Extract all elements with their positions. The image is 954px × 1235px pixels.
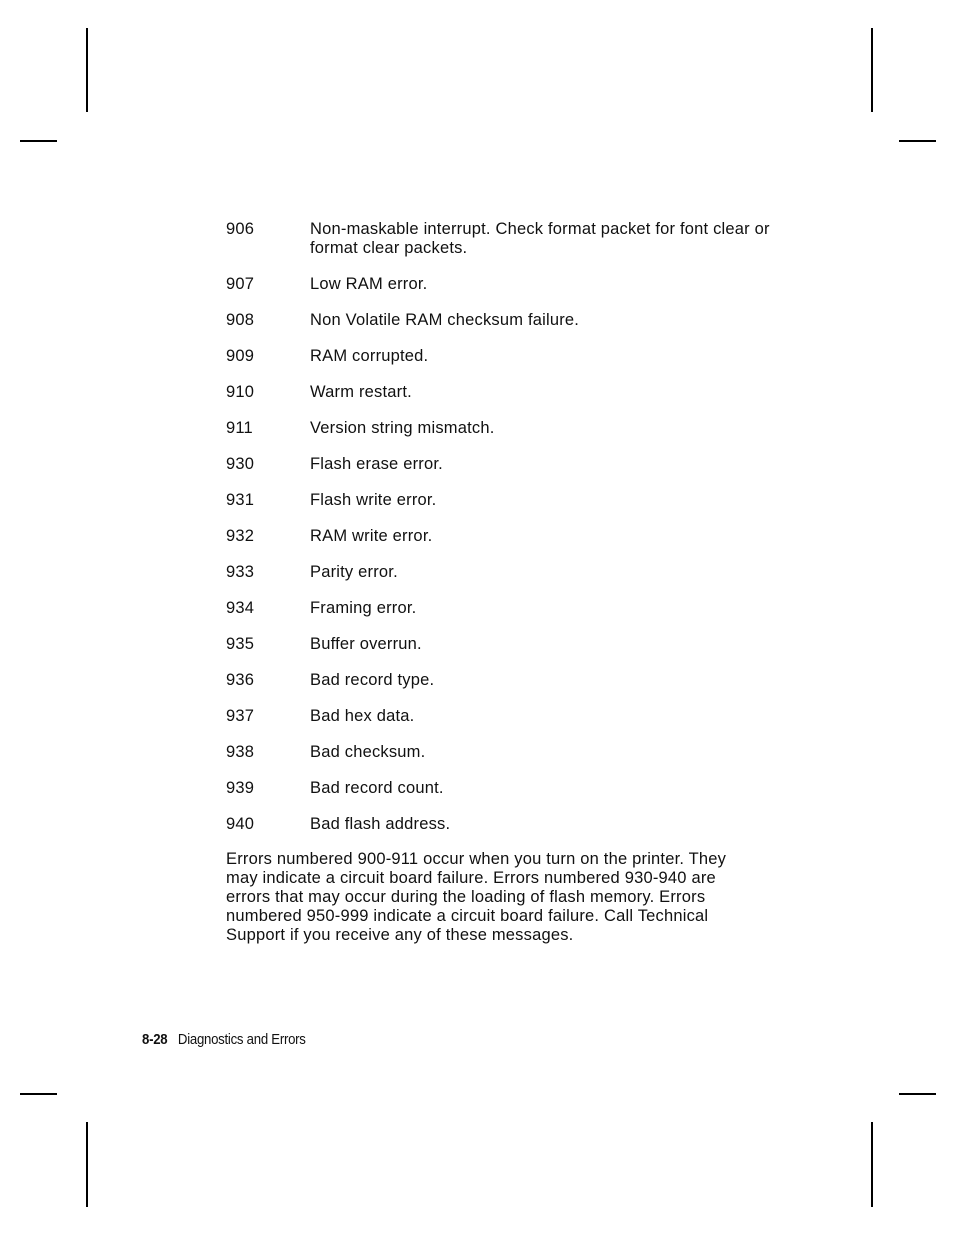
error-code-list bbox=[226, 220, 786, 851]
error-row bbox=[226, 220, 786, 258]
error-code: 908 bbox=[226, 311, 255, 329]
error-description: Non Volatile RAM checksum failure. bbox=[310, 311, 580, 329]
error-row bbox=[226, 635, 786, 654]
error-row bbox=[226, 275, 786, 294]
error-description: Buffer overrun. bbox=[310, 635, 422, 653]
error-description: Bad record count. bbox=[310, 779, 444, 797]
error-description: RAM corrupted. bbox=[310, 347, 429, 365]
error-row bbox=[226, 743, 786, 762]
error-description: Flash write error. bbox=[310, 491, 437, 509]
error-row bbox=[226, 671, 786, 690]
error-row bbox=[226, 815, 786, 834]
error-description: Warm restart. bbox=[310, 383, 412, 401]
crop-mark-top-right-vertical bbox=[871, 28, 873, 112]
error-description: Flash erase error. bbox=[310, 455, 443, 473]
error-code: 937 bbox=[226, 707, 255, 725]
crop-mark-bottom-left-vertical bbox=[86, 1122, 88, 1207]
crop-mark-bottom-right-horizontal bbox=[899, 1093, 936, 1095]
error-code: 909 bbox=[226, 347, 255, 365]
error-code: 931 bbox=[226, 491, 255, 509]
error-row bbox=[226, 311, 786, 330]
error-row bbox=[226, 347, 786, 366]
error-code: 940 bbox=[226, 815, 255, 833]
error-row bbox=[226, 599, 786, 618]
explanation-paragraph: Errors numbered 900-911 occur when you turn on the printer. They may indicate a circuit board failure. Errors numbered 930-940 are errors that may occur during the loading of flash memory. Errors numbered 950-999 indicate a circuit board failure. Call Technical Support if you receive any of these messages. bbox=[226, 850, 727, 944]
section-title: Diagnostics and Errors bbox=[177, 1031, 306, 1048]
error-code: 930 bbox=[226, 455, 255, 473]
page-footer bbox=[142, 1031, 306, 1048]
error-code: 935 bbox=[226, 635, 255, 653]
error-description: Low RAM error. bbox=[310, 275, 428, 293]
error-code: 906 bbox=[226, 220, 255, 238]
error-row bbox=[226, 563, 786, 582]
error-row bbox=[226, 455, 786, 474]
error-description: Bad flash address. bbox=[310, 815, 451, 833]
error-code: 939 bbox=[226, 779, 255, 797]
error-row bbox=[226, 419, 786, 438]
error-description: Bad checksum. bbox=[310, 743, 426, 761]
error-description: Version string mismatch. bbox=[310, 419, 495, 437]
error-row bbox=[226, 707, 786, 726]
error-description: Bad record type. bbox=[310, 671, 435, 689]
error-description: Non-maskable interrupt. Check format packet for font clear or format clear packets. bbox=[310, 220, 770, 257]
error-code: 907 bbox=[226, 275, 255, 293]
error-code: 911 bbox=[226, 419, 253, 437]
crop-mark-bottom-right-vertical bbox=[871, 1122, 873, 1207]
error-code: 933 bbox=[226, 563, 255, 581]
crop-mark-top-left-horizontal bbox=[20, 140, 57, 142]
error-description: RAM write error. bbox=[310, 527, 433, 545]
error-code: 936 bbox=[226, 671, 255, 689]
error-code: 938 bbox=[226, 743, 255, 761]
error-code: 932 bbox=[226, 527, 255, 545]
error-row bbox=[226, 491, 786, 510]
error-code: 910 bbox=[226, 383, 255, 401]
crop-mark-top-right-horizontal bbox=[899, 140, 936, 142]
error-description: Bad hex data. bbox=[310, 707, 415, 725]
page-number: 8-28 bbox=[142, 1031, 168, 1048]
crop-mark-bottom-left-horizontal bbox=[20, 1093, 57, 1095]
error-description: Framing error. bbox=[310, 599, 417, 617]
error-description: Parity error. bbox=[310, 563, 398, 581]
error-code: 934 bbox=[226, 599, 255, 617]
error-row bbox=[226, 527, 786, 546]
error-row bbox=[226, 383, 786, 402]
error-row bbox=[226, 779, 786, 798]
crop-mark-top-left-vertical bbox=[86, 28, 88, 112]
